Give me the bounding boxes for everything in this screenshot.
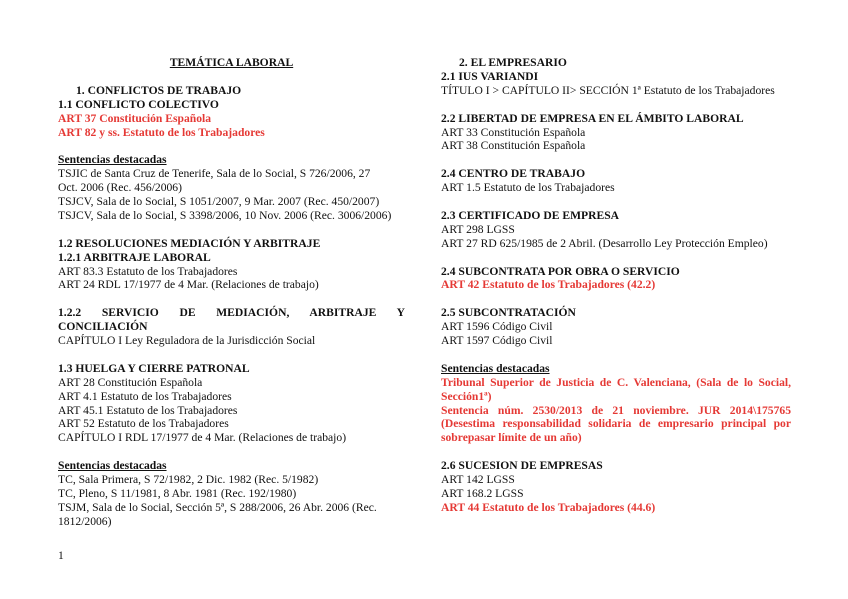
law-reference: ART 298 LGSS [441, 222, 515, 236]
left-column [58, 56, 405, 529]
case-line: 1812/2006) [58, 514, 112, 528]
section-1-2-2-heading: 1.2.2 SERVICIO DE MEDIACIÓN, ARBITRAJE Y [58, 306, 405, 320]
case-line: TSJIC de Santa Cruz de Tenerife, Sala de lo Social, S 726/2006, 27 [58, 167, 371, 181]
case-line: (Desestima responsabilidad solidaria de empresario principal por [441, 417, 791, 431]
law-reference: ART 52 Estatuto de los Trabajadores [58, 417, 229, 431]
section-1-2-2-heading-cont: CONCILIACIÓN [58, 320, 148, 334]
law-reference: ART 45.1 Estatuto de los Trabajadores [58, 403, 238, 417]
section-2-1-heading: 2.1 IUS VARIANDI [441, 69, 539, 83]
case-line: Tribunal Superior de Justicia de C. Valenciana, (Sala de lo Social, [441, 375, 791, 389]
case-line: sobrepasar límite de un año) [441, 431, 582, 445]
case-line: Sección1ª) [441, 389, 492, 403]
sentencias-label: Sentencias destacadas [58, 459, 167, 473]
law-reference: ART 1.5 Estatuto de los Trabajadores [441, 181, 615, 195]
law-reference: ART 24 RDL 17/1977 de 4 Mar. (Relaciones de trabajo) [58, 278, 319, 292]
law-reference: ART 83.3 Estatuto de los Trabajadores [58, 264, 238, 278]
document-title: TEMÁTICA LABORAL [169, 56, 294, 69]
law-reference: ART 42 Estatuto de los Trabajadores (42.2) [441, 278, 656, 292]
law-reference: ART 82 y ss. Estatuto de los Trabajadores [58, 125, 265, 139]
law-reference: ART 1596 Código Civil [441, 320, 553, 334]
law-reference: TÍTULO I > CAPÍTULO II> SECCIÓN 1ª Estatuto de los Trabajadores [441, 83, 775, 97]
law-reference: CAPÍTULO I RDL 17/1977 de 4 Mar. (Relaciones de trabajo) [58, 431, 347, 445]
right-column [441, 56, 791, 515]
section-1-2-1-heading: 1.2.1 ARBITRAJE LABORAL [58, 250, 211, 264]
law-reference: ART 38 Constitución Española [441, 139, 586, 153]
section-2-3-heading: 2.3 CERTIFICADO DE EMPRESA [441, 208, 620, 222]
law-reference: ART 37 Constitución Española [58, 111, 212, 125]
section-2-4-centro-heading: 2.4 CENTRO DE TRABAJO [441, 167, 586, 181]
sentencias-label: Sentencias destacadas [58, 153, 167, 167]
law-reference: ART 33 Constitución Española [441, 125, 586, 139]
section-1-heading: 1. CONFLICTOS DE TRABAJO [76, 83, 242, 97]
law-reference: ART 44 Estatuto de los Trabajadores (44.6) [441, 500, 656, 514]
section-2-heading: 2. EL EMPRESARIO [459, 56, 567, 69]
law-reference: ART 142 LGSS [441, 473, 515, 487]
case-line: TSJM, Sala de lo Social, Sección 5ª, S 288/2006, 26 Abr. 2006 (Rec. [58, 500, 377, 514]
section-1-3-heading: 1.3 HUELGA Y CIERRE PATRONAL [58, 361, 250, 375]
law-reference: ART 168.2 LGSS [441, 486, 524, 500]
case-line: TSJCV, Sala de lo Social, S 1051/2007, 9 Mar. 2007 (Rec. 450/2007) [58, 195, 380, 209]
page-number: 1 [58, 549, 64, 562]
section-2-6-heading: 2.6 SUCESION DE EMPRESAS [441, 459, 603, 473]
sentencias-label: Sentencias destacadas [441, 361, 550, 375]
section-2-2-heading: 2.2 LIBERTAD DE EMPRESA EN EL ÁMBITO LABORAL [441, 111, 744, 125]
law-reference: ART 1597 Código Civil [441, 334, 553, 348]
section-2-5-heading: 2.5 SUBCONTRATACIÓN [441, 306, 576, 320]
section-2-4-subcontrata-heading: 2.4 SUBCONTRATA POR OBRA O SERVICIO [441, 264, 680, 278]
section-1-1-heading: 1.1 CONFLICTO COLECTIVO [58, 97, 219, 111]
law-reference: ART 4.1 Estatuto de los Trabajadores [58, 389, 232, 403]
case-line: Oct. 2006 (Rec. 456/2006) [58, 181, 182, 195]
law-reference: CAPÍTULO I Ley Reguladora de la Jurisdicción Social [58, 334, 316, 348]
section-1-2-heading: 1.2 RESOLUCIONES MEDIACIÓN Y ARBITRAJE [58, 236, 321, 250]
law-reference: ART 27 RD 625/1985 de 2 Abril. (Desarrollo Ley Protección Empleo) [441, 236, 768, 250]
case-line: TC, Sala Primera, S 72/1982, 2 Dic. 1982 (Rec. 5/1982) [58, 473, 319, 487]
case-line: TC, Pleno, S 11/1981, 8 Abr. 1981 (Rec. 192/1980) [58, 487, 297, 500]
law-reference: ART 28 Constitución Española [58, 375, 203, 389]
case-line: TSJCV, Sala de lo Social, S 3398/2006, 10 Nov. 2006 (Rec. 3006/2006) [58, 208, 392, 222]
case-line: Sentencia núm. 2530/2013 de 21 noviembre. JUR 2014\175765 [441, 403, 791, 417]
